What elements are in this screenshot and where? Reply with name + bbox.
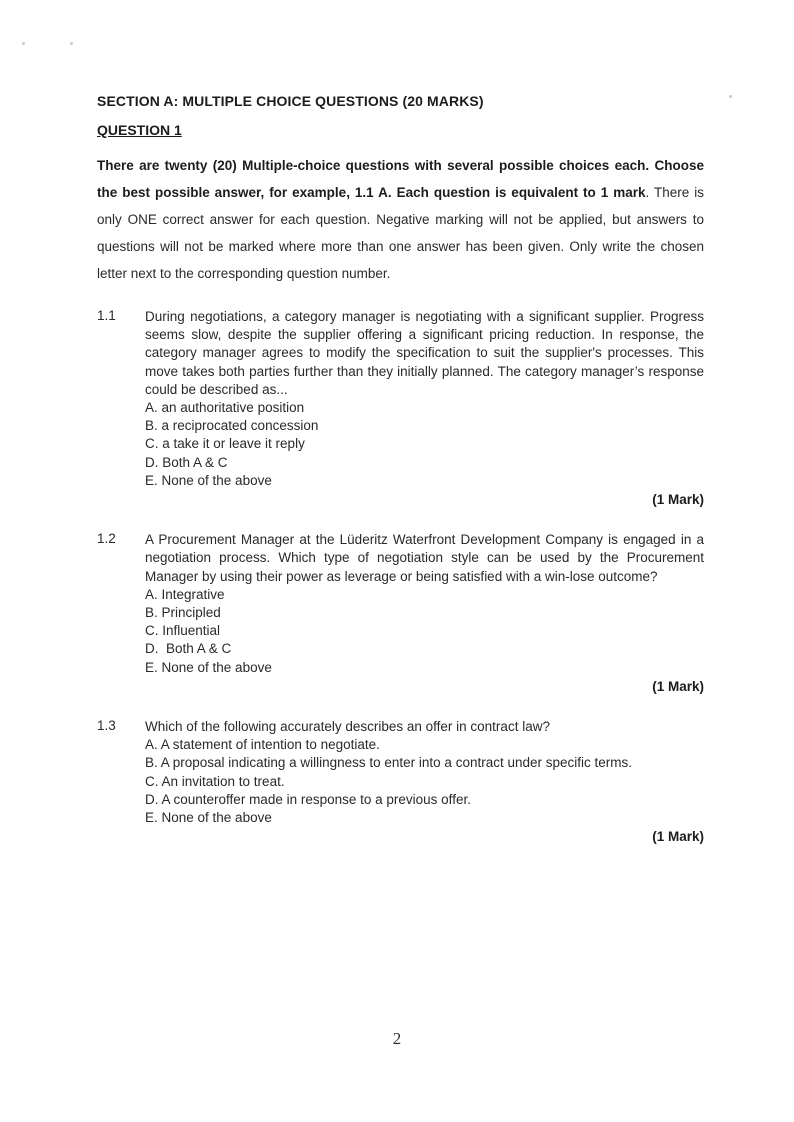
question-number: 1.2 (97, 531, 116, 547)
question-text: Which of the following accurately describes an offer in contract law? (145, 719, 550, 735)
question-options (145, 586, 704, 677)
option-d: D. A counteroffer made in response to a previous offer. (145, 791, 471, 807)
question-options (145, 736, 704, 827)
question-text: A Procurement Manager at the Lüderitz Waterfront Development Company is engaged in a negotiation process. Which type of negotiation style can be used by the Procurement Manager by using their power as leverage or being satisfied with a win-lose outcome? (145, 532, 704, 584)
option-a: A. an authoritative position (145, 400, 305, 416)
scan-speck (729, 95, 732, 98)
option-b: B. a reciprocated concession (145, 418, 319, 434)
instructions-regular-text: . There is only ONE correct answer for each question. Negative marking will not be applied, but answers to questions will not be marked where more than one answer has been given. Only write the chosen letter next to the corresponding question number. (97, 185, 704, 281)
option-d: D. Both A & C (145, 454, 228, 470)
question-1-3 (97, 718, 704, 846)
option-c: C. Influential (145, 623, 221, 639)
question-heading: QUESTION 1 (97, 122, 182, 138)
mark-label: (1 Mark) (652, 492, 704, 508)
option-a: A. Integrative (145, 586, 225, 602)
instructions-bold-text: There are twenty (20) Multiple-choice questions with several possible choices each. Choose the best possible answer, for example, 1.1 A. Each question is equivalent to 1 mark (97, 158, 704, 200)
scan-speck (70, 42, 73, 45)
option-e: E. None of the above (145, 659, 272, 675)
page-content (97, 93, 704, 868)
instructions-paragraph (97, 152, 704, 287)
option-c: C. a take it or leave it reply (145, 436, 305, 452)
question-options (145, 399, 704, 490)
option-d: D. Both A & C (145, 641, 232, 657)
option-e: E. None of the above (145, 472, 272, 488)
question-body (145, 308, 704, 509)
question-body (145, 531, 704, 696)
page-number: 2 (392, 1029, 402, 1048)
question-1-2 (97, 531, 704, 696)
question-number: 1.1 (97, 308, 116, 323)
option-a: A. A statement of intention to negotiate. (145, 737, 380, 753)
scan-speck (22, 42, 25, 45)
question-text: During negotiations, a category manager is negotiating with a significant supplier. Progress seems slow, despite the supplier offering a significant pricing reduction. In response, the category manager agrees to modify the specification to suit the supplier's processes. This move takes both parties further than they initially planned. The category manager’s response could be described as... (145, 309, 704, 397)
question-body (145, 718, 704, 846)
option-e: E. None of the above (145, 810, 272, 826)
question-number: 1.3 (97, 718, 116, 734)
mark-label: (1 Mark) (652, 829, 704, 845)
option-c: C. An invitation to treat. (145, 773, 285, 789)
mark-label: (1 Mark) (652, 678, 704, 694)
question-1-1 (97, 308, 704, 509)
section-heading: SECTION A: MULTIPLE CHOICE QUESTIONS (20 MARKS) (97, 93, 484, 109)
option-b: B. Principled (145, 605, 221, 621)
option-b: B. A proposal indicating a willingness to enter into a contract under specific terms. (145, 755, 633, 771)
